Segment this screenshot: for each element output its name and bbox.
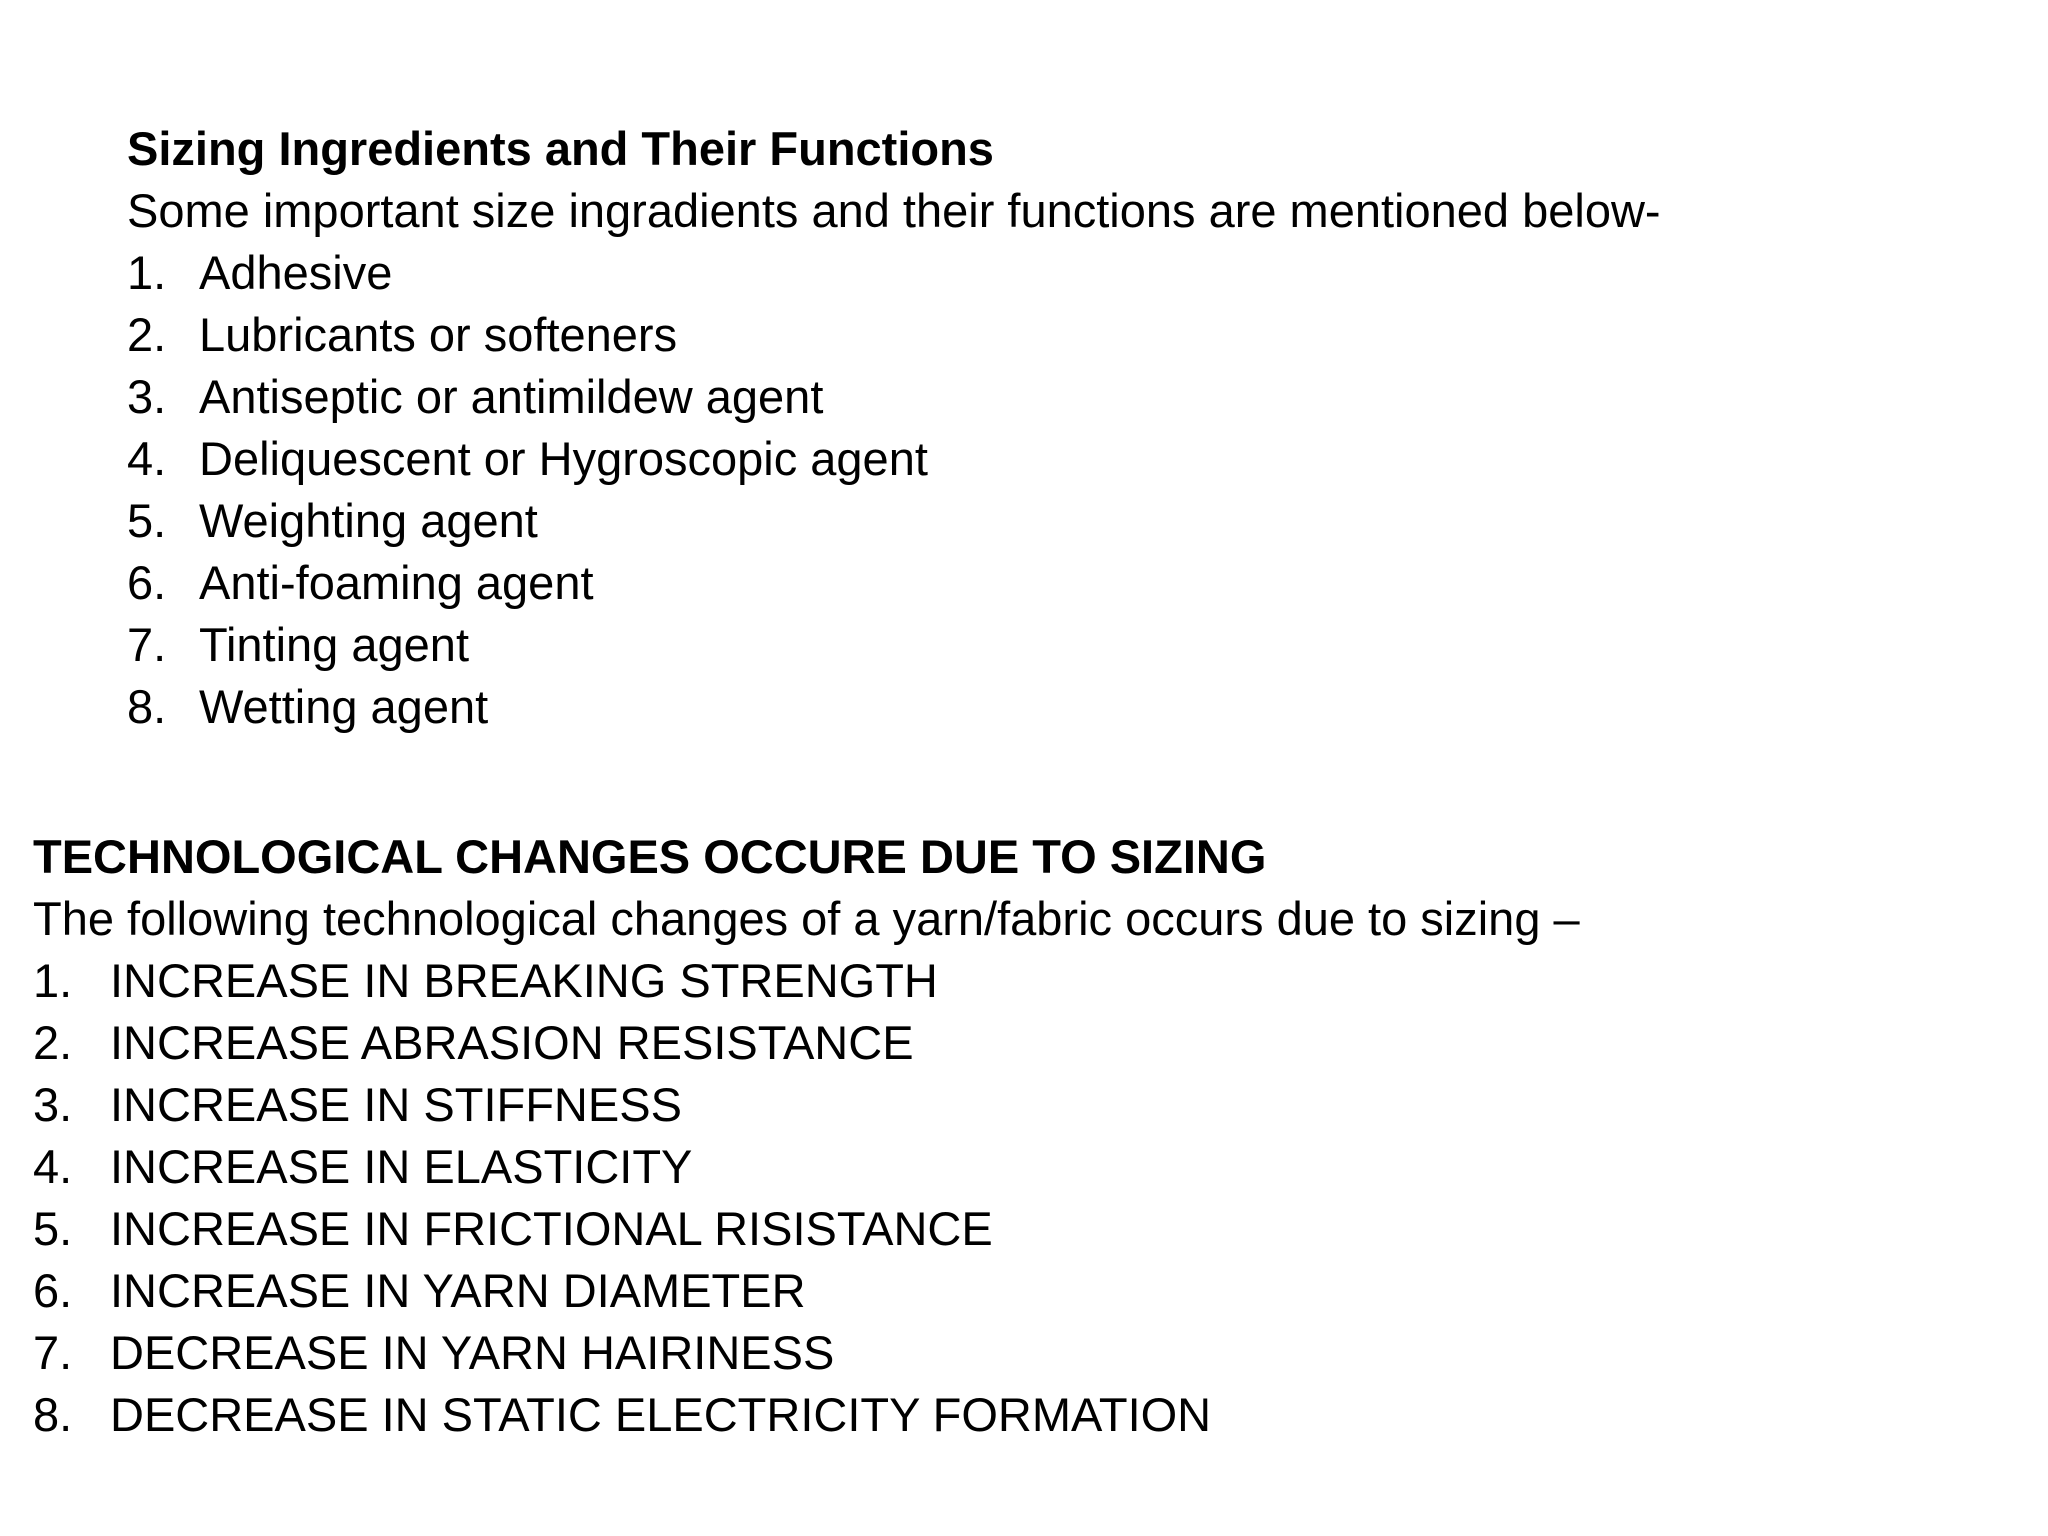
list-item-number: 1. [33, 954, 73, 1007]
list-item-text: DECREASE IN STATIC ELECTRICITY FORMATION [110, 1388, 1212, 1441]
list-item-text: INCREASE IN ELASTICITY [110, 1140, 693, 1193]
list-item-number: 3. [127, 370, 167, 423]
list-item-text: Adhesive [199, 246, 393, 299]
list-item-number: 7. [33, 1326, 73, 1379]
section1-heading: Sizing Ingredients and Their Functions [127, 122, 994, 175]
list-item-text: Lubricants or softeners [199, 308, 678, 361]
section2-intro: The following technological changes of a yarn/fabric occurs due to sizing – [33, 892, 1580, 945]
list-item-text: INCREASE IN STIFFNESS [110, 1078, 682, 1131]
list-item-number: 5. [33, 1202, 73, 1255]
list-item-text: INCREASE IN FRICTIONAL RISISTANCE [110, 1202, 993, 1255]
list-item-number: 1. [127, 246, 167, 299]
list-item-number: 2. [127, 308, 167, 361]
list-item-text: INCREASE IN BREAKING STRENGTH [110, 954, 938, 1007]
list-item-number: 2. [33, 1016, 73, 1069]
list-item-number: 4. [127, 432, 167, 485]
section2-heading: TECHNOLOGICAL CHANGES OCCURE DUE TO SIZING [33, 830, 1267, 883]
section1-intro: Some important size ingradients and their functions are mentioned below- [127, 184, 1661, 237]
list-item-text: DECREASE IN YARN HAIRINESS [110, 1326, 835, 1379]
list-item-number: 5. [127, 494, 167, 547]
list-item-number: 4. [33, 1140, 73, 1193]
list-item-text: Deliquescent or Hygroscopic agent [199, 432, 928, 485]
list-item-number: 7. [127, 618, 167, 671]
list-item-text: INCREASE IN YARN DIAMETER [110, 1264, 806, 1317]
list-item-number: 3. [33, 1078, 73, 1131]
list-item-text: INCREASE ABRASION RESISTANCE [110, 1016, 914, 1069]
list-item-number: 8. [127, 680, 167, 733]
list-item-text: Wetting agent [199, 680, 489, 733]
list-item-text: Weighting agent [199, 494, 538, 547]
list-item-text: Anti-foaming agent [199, 556, 594, 609]
list-item-number: 8. [33, 1388, 73, 1441]
list-item-text: Antiseptic or antimildew agent [199, 370, 824, 423]
list-item-number: 6. [127, 556, 167, 609]
list-item-text: Tinting agent [199, 618, 469, 671]
list-item-number: 6. [33, 1264, 73, 1317]
